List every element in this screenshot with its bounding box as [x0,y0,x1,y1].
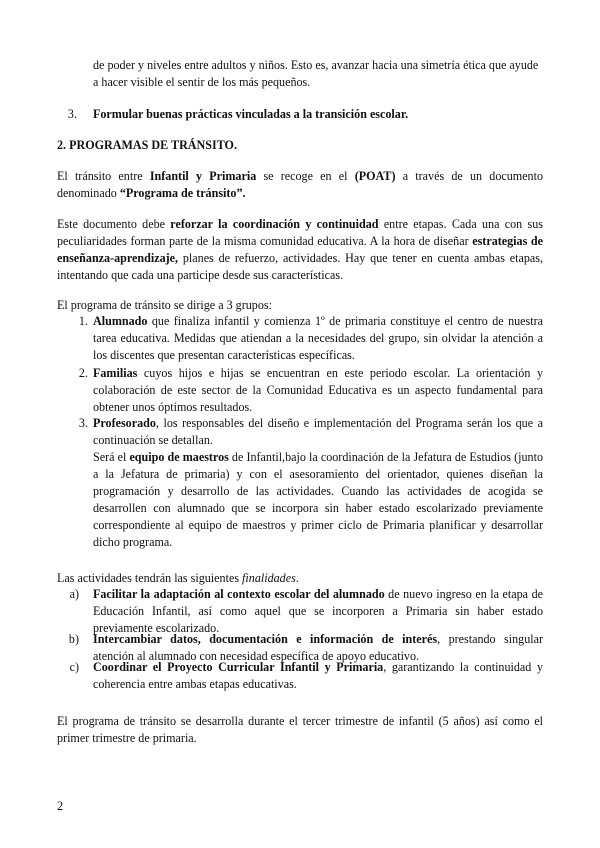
aim-item [57,586,543,635]
text-run: que finaliza infantil y comienza 1º de primaria constituye el centro de nuestra tarea educativa. Medidas que atiendan a la necesidades del grupo, sin olvidar la atención a los discentes que presentan características específicas. [93,314,543,362]
aim-text [93,586,543,637]
section-title: 2. PROGRAMAS DE TRÁNSITO. [57,138,237,152]
list-number: 1. [78,314,88,328]
bold-run: (POAT) [354,169,396,183]
bold-run: Coordinar el Proyecto Curricular Infantil y Primaria [93,660,384,674]
text-run: . [295,571,299,585]
intro-line: a hacer visible el sentir de los más pequeños. [93,75,311,89]
list-number: 2. [78,366,88,380]
bold-run: reforzar la coordinación y continuidad [170,217,379,231]
text-run: , garantizando la continuidad y coherencia entre ambas etapas educativas. [93,660,543,691]
text-run: a través de un documento denominado [57,169,544,200]
text-run: entre etapas. Cada una con sus peculiaridades forman parte de la misma comunidad educativa. A la hora de diseñar [57,217,543,248]
text-run: , prestando singular atención al alumnado con necesidad específica de apoyo educativo. [93,632,543,663]
group-item-alumnado [57,313,543,365]
bold-run: estrategias de enseñanza-aprendizaje, [57,234,543,265]
text-run: Las actividades tendrán las siguientes [57,571,243,585]
list-item-text: Formular buenas prácticas vinculadas a la transición escolar. [93,107,409,121]
italic-run: finalidades [242,571,296,585]
groups-list [57,313,543,551]
intro-line: de poder y niveles entre adultos y niños. Esto es, avanzar hacia una simetría ética que ayude [93,58,539,72]
aim-text [93,659,543,693]
paragraph-poat [57,168,543,202]
aim-label: c) [69,660,79,674]
page-number: 2 [57,799,64,813]
bold-run: Profesorado [93,416,156,430]
bold-run: “Programa de tránsito”. [119,186,246,200]
text-run: , los responsables del diseño e implementación del Programa serán los que a continuación se detallan. [93,416,543,447]
paragraph-schedule: El programa de tránsito se desarrolla durante el tercer trimestre de infantil (5 años) así como el primer trimestre de primaria. [57,714,543,745]
text-run: Será el [93,450,130,464]
bold-run: Alumnado [93,314,148,328]
group-subparagraph [93,449,543,551]
group-item-profesorado [57,415,543,551]
text-run: Este documento debe [57,217,171,231]
bold-run: Intercambiar datos, documentación e información de interés [93,632,438,646]
bold-run: Infantil y Primaria [149,169,257,183]
text-run: El tránsito entre [57,169,150,183]
text-run: planes de refuerzo, actividades. Hay que tener en cuenta ambas etapas, intentando que cada una participe desde sus características. [57,251,543,282]
aim-item [57,659,543,693]
text-run: de Infantil,bajo la coordinación de la Jefatura de Estudios (junto a la Jefatura de primaria) y con el asesoramiento del orientador, quienes diseñan la programación y desarrollo de las actividades. Cuando las actividades de acogida se desarrollen con alumnado que se incorpora sin haber estado escolarizado previamente correspondiente al equipo de maestros y primer ciclo de Primaria planificar y desarrollar dicho programa. [93,450,544,549]
group-text [93,313,543,364]
text-run: se recoge en el [256,169,355,183]
aim-label: b) [68,632,79,646]
text-run: de nuevo ingreso en la etapa de Educación Infantil, así como aquel que se incorporen a Primaria sin haber estado previamente escolarizado. [93,587,543,635]
aim-label: a) [69,587,79,601]
list-number: 3. [78,416,88,430]
paragraph-finalidades [57,570,543,587]
bold-run: Facilitar la adaptación al contexto escolar del alumnado [93,587,385,601]
group-item-familias [57,365,543,415]
paragraph-coordination [57,216,543,284]
group-text [93,365,543,416]
text-run: cuyos hijos e hijas se encuentran en este periodo escolar. La orientación y colaboración de este sector de la Comunidad Educativa es un aspecto fundamental para obtener unos óptimos resultados. [93,366,543,414]
bold-run: equipo de maestros [129,450,229,464]
aims-list [57,586,543,693]
section-heading [57,137,237,154]
list-number: 3. [67,107,77,121]
aim-item [57,631,543,663]
bold-run: Familias [93,366,138,380]
paragraph-groups-intro: El programa de tránsito se dirige a 3 grupos: [57,298,272,312]
intro-paragraph [93,57,543,91]
group-text [93,415,543,449]
